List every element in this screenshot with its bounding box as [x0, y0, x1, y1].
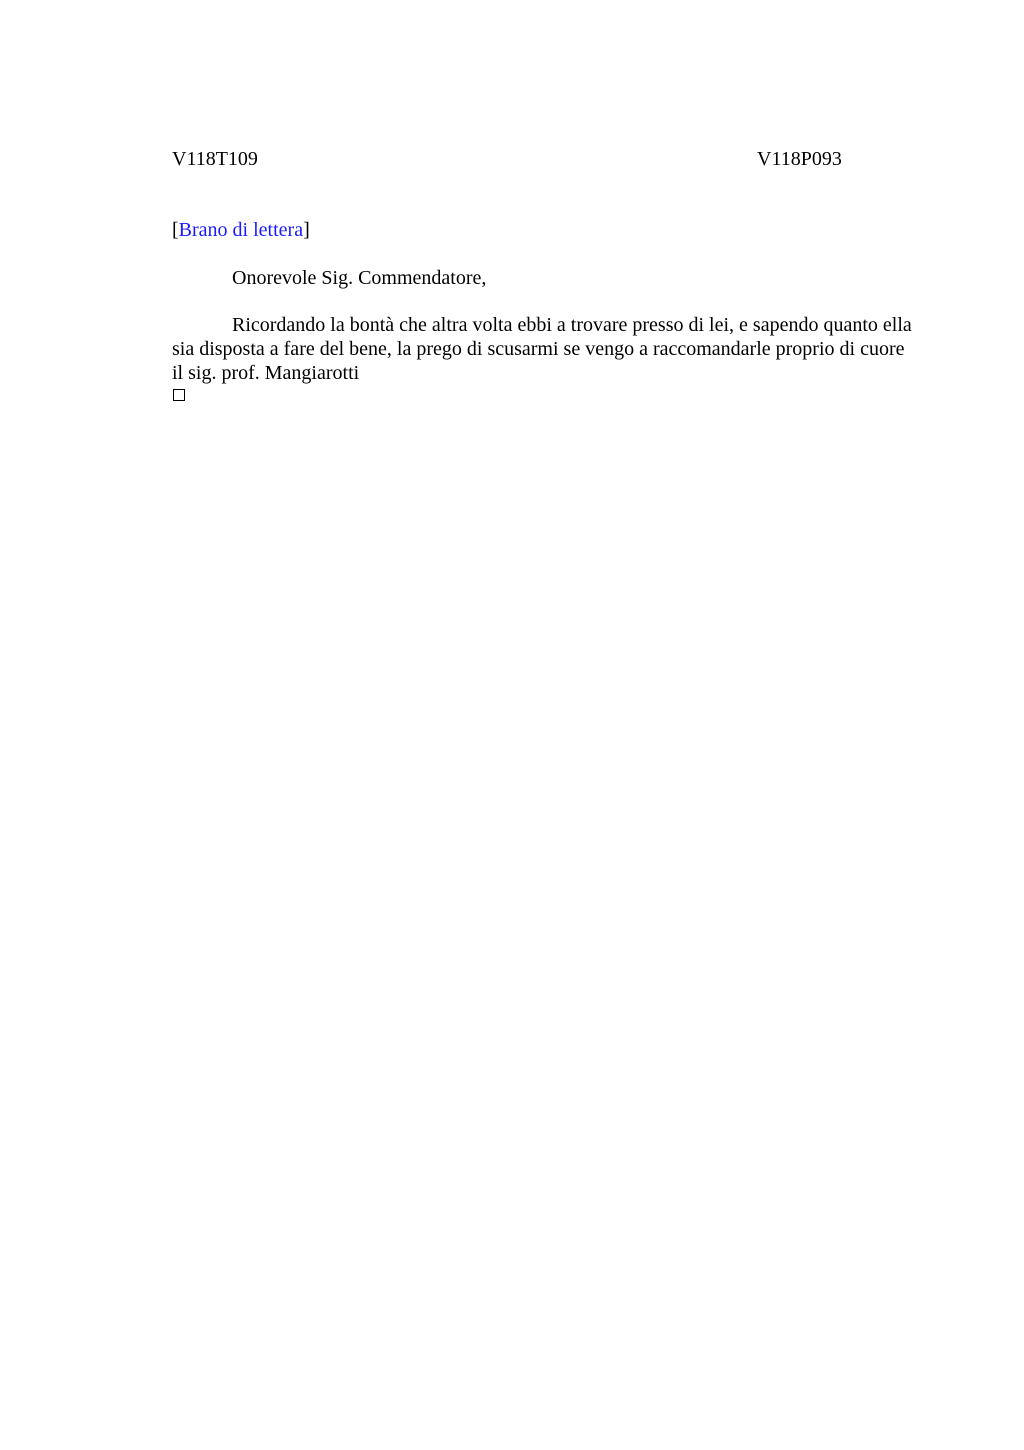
title-open-bracket: [ [172, 219, 179, 241]
header-left-code: V118T109 [172, 148, 258, 170]
letter-body: Ricordando la bontà che altra volta ebbi a trovare presso di lei, e sapendo quanto ella sia disposta a fare del bene, la prego di scusarmi se vengo a raccomandarle proprio di cuore il sig. prof. Mangiarotti [172, 314, 912, 384]
title-link[interactable]: Brano di lettera [178, 219, 304, 241]
letter-salutation: Onorevole Sig. Commendatore, [232, 267, 487, 289]
document-title [172, 218, 310, 242]
empty-square-icon [173, 389, 185, 401]
header-right-code: V118P093 [757, 148, 842, 170]
title-close-bracket: ] [303, 219, 310, 241]
